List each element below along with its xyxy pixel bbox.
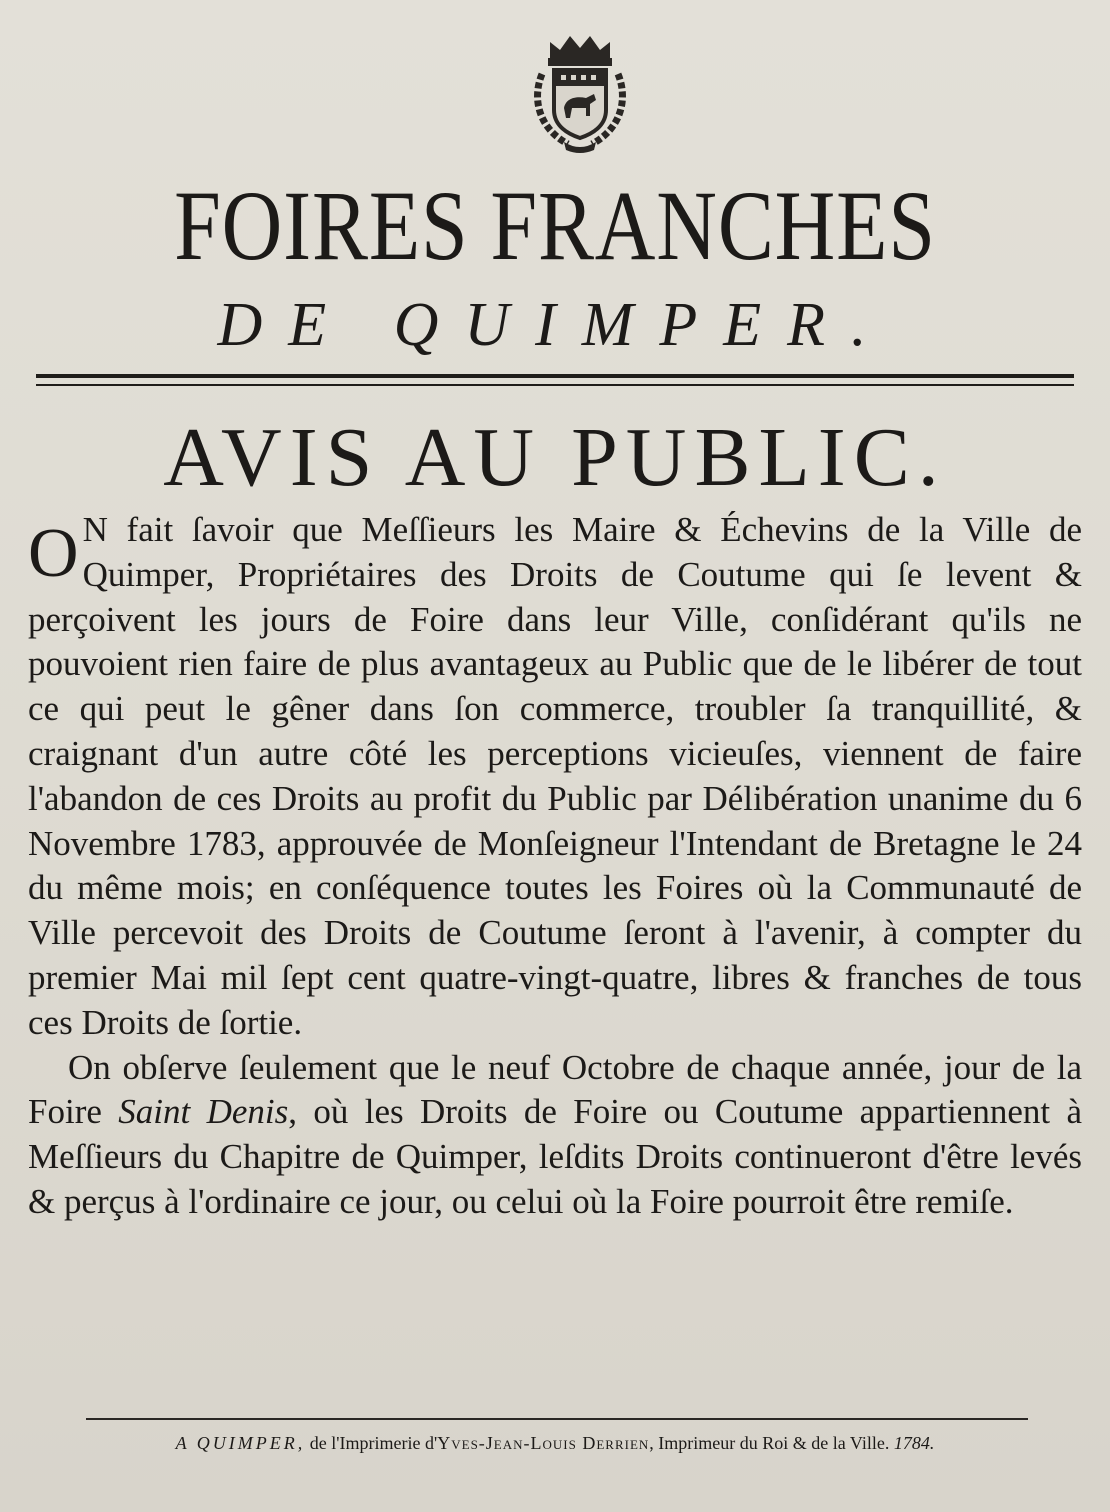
paragraph-1-text: N fait ſavoir que Meſſieurs les Maire & Échevins de la Ville de Quimper, Propriétaires des Droits de Coutume qui ſe levent & perçoivent les jours de Foire dans leur Ville, conſidérant qu'ils ne pouvoient rien faire de plus avantageux au Public que de le libérer de tout ce qui peut le gêner dans ſon commerce, troubler ſa tranquillité, & craignant d'un autre côté les perceptions vicieuſes, viennent de faire l'abandon de ces Droits au profit du Public par Délibération unanime du 6 Novembre 1783, approuvée de Monſeigneur l'Intendant de Bretagne le 24 du même mois; en conſéquence toutes les Foires où la Communauté de Ville percevoit des Droits de Coutume ſeront à l'avenir, à compter du premier Mai mil ſept cent quatre-vingt-quatre, libres & franches de tous ces Droits de ſortie. <box>28 510 1082 1042</box>
imprint-text-1: de l'Imprimerie d' <box>305 1433 438 1453</box>
imprint-text-2: , Imprimeur du Roi & de la Ville. <box>649 1433 894 1453</box>
paragraph-2-italic: Saint Denis <box>118 1092 289 1132</box>
coat-of-arms-icon <box>528 28 632 156</box>
imprint-year: 1784. <box>893 1433 935 1453</box>
poster-title: FOIRES FRANCHES <box>174 170 936 281</box>
paragraph-2-text-a: On obſerve ſeulement que le neuf Octobre de chaque année, jour de la Foire <box>28 1047 1082 1132</box>
notice-body <box>28 508 1082 1225</box>
printer-imprint <box>0 1428 1110 1458</box>
paragraph-2 <box>28 1046 1082 1225</box>
notice-heading: AVIS AU PUBLIC. <box>163 411 947 504</box>
paragraph-2-text-b: , où les Droits de Foire ou Coutume appartiennent à Meſſieurs du Chapitre de Quimper, leſdits Droits continueront d'être levés & perçus à l'ordinaire ce jour, ou celui où la Foire pourroit être remiſe. <box>28 1092 1082 1221</box>
imprint-place: A QUIMPER, <box>175 1433 306 1453</box>
imprint-printer: Yves-Jean-Louis Derrien <box>437 1433 650 1453</box>
poster-subtitle: DE QUIMPER. <box>217 291 893 359</box>
divider-rule <box>36 374 1074 386</box>
drop-cap: O <box>28 515 79 592</box>
footer-rule <box>86 1418 1028 1420</box>
paragraph-1 <box>28 508 1082 1046</box>
